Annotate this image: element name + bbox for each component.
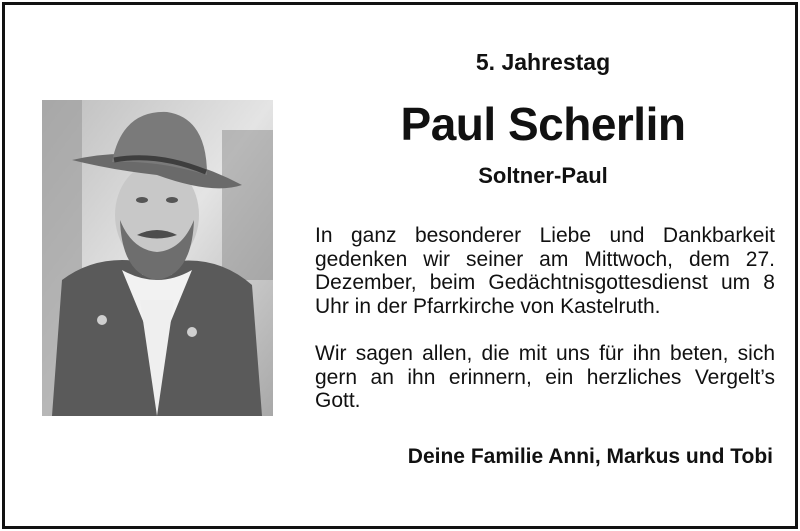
family-signature: Deine Familie Anni, Markus und Tobi [407, 445, 773, 468]
memorial-paragraph: In ganz besonderer Liebe und Dankbarkeit gedenken wir seiner am Mittwoch, dem 27. Dezember, beim Gedächtnisgottesdienst um 8 Uhr in der Pfarrkirche von Kastelruth. [315, 224, 775, 318]
thanks-paragraph: Wir sagen allen, die mit uns für ihn beten, sich gern an ihn erinnern, ein herzliches Vergelt’s Gott. [315, 342, 775, 412]
nickname: Soltner-Paul [478, 163, 608, 188]
notice-frame [2, 2, 798, 529]
portrait-illustration [42, 100, 273, 416]
anniversary-label: 5. Jahrestag [475, 49, 611, 75]
deceased-name: Paul Scherlin [400, 98, 686, 150]
portrait-photo [42, 100, 273, 416]
